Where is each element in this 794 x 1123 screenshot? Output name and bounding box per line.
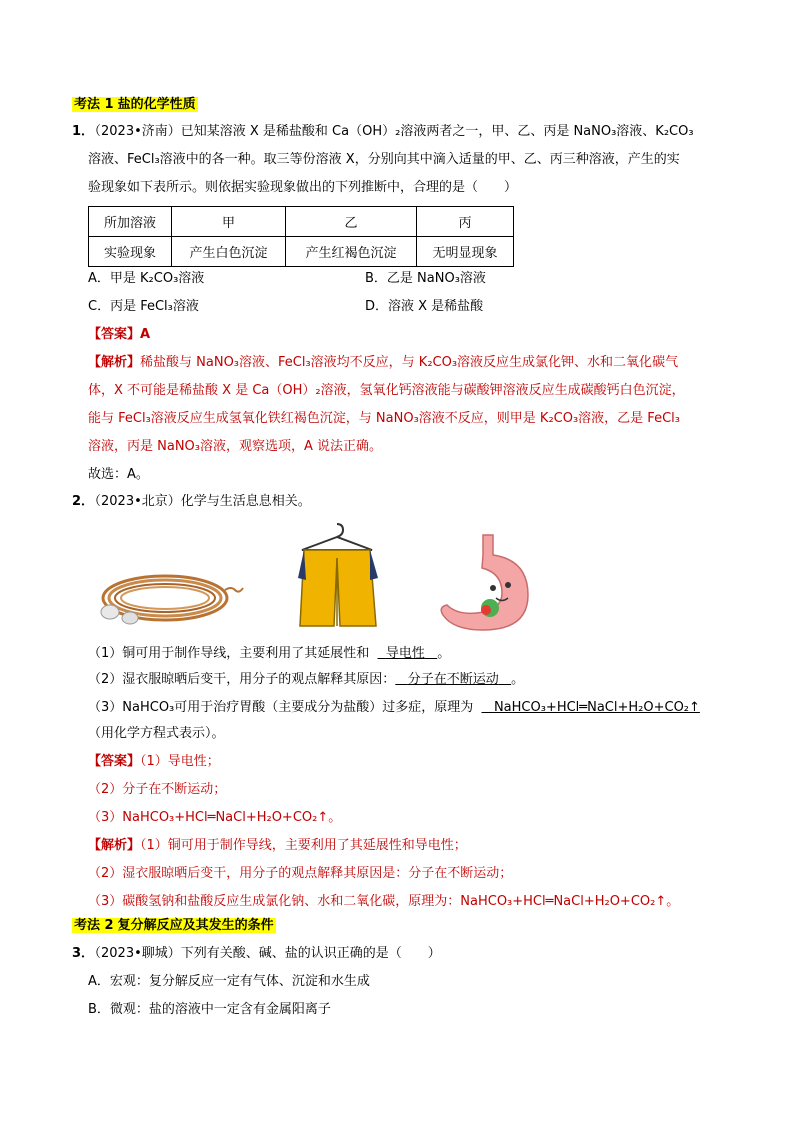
fill-blank-answer xyxy=(395,672,511,687)
table-cell: 产生白色沉淀 xyxy=(172,237,286,267)
sub-question-text: （3）NaHCO₃可用于治疗胃酸（主要成分为盐酸）过多症，原理为 xyxy=(88,700,474,715)
analysis-text: 体，X 不可能是稀盐酸 X 是 Ca（OH）₂溶液，氢氧化钙溶液能与碳酸钾溶液反应生成碳酸钙白色沉淀， xyxy=(88,383,685,398)
answer-line xyxy=(88,753,220,771)
section-header-2 xyxy=(72,917,276,935)
sub-question-text: （2）湿衣服晾晒后变干，用分子的观点解释其原因： xyxy=(88,672,396,687)
fill-blank-answer xyxy=(378,646,438,661)
option-b: B．乙是 NaNO₃溶液 xyxy=(365,271,486,286)
blank-text: 导电性 xyxy=(385,646,425,661)
fill-blank-answer xyxy=(482,700,700,715)
table-header-cell: 甲 xyxy=(172,207,286,237)
question-stem-line: 验现象如下表所示。则依据实验现象做出的下列推断中，合理的是（ ） xyxy=(88,180,518,195)
question-number: 2． xyxy=(72,494,95,509)
question-stem: （2023•北京）化学与生活息息相关。 xyxy=(88,494,311,509)
analysis-text: （3）碳酸氢钠和盐酸反应生成氯化钠、水和二氧化碳，原理为：NaHCO₃+HCl═NaCl+H₂O+CO₂↑。 xyxy=(88,894,680,909)
section-header-1 xyxy=(72,96,198,114)
option-a: A．宏观：复分解反应一定有气体、沉淀和水生成 xyxy=(88,974,370,989)
table-header-cell: 丙 xyxy=(417,207,514,237)
sub-question-3 xyxy=(88,699,700,717)
conclusion: 故选：A。 xyxy=(88,467,149,482)
option-a: A．甲是 K₂CO₃溶液 xyxy=(88,271,205,286)
question-stem-line: 溶液、FeCl₃溶液中的各一种。取三等份溶液 X，分别向其中滴入适量的甲、乙、丙三种溶液，产生的实 xyxy=(88,152,680,167)
table-header-cell: 所加溶液 xyxy=(89,207,172,237)
table-header-cell: 乙 xyxy=(286,207,417,237)
section-title: 复分解反应及其发生的条件 xyxy=(117,918,274,933)
answer-line xyxy=(88,326,150,344)
analysis-tag: 【解析】 xyxy=(88,355,141,370)
section-title: 盐的化学性质 xyxy=(117,97,196,112)
analysis-text: 溶液，丙是 NaNO₃溶液，观察选项，A 说法正确。 xyxy=(88,439,383,454)
answer-value: A xyxy=(140,327,151,342)
analysis-text: 能与 FeCl₃溶液反应生成氢氧化铁红褐色沉淀，与 NaNO₃溶液不反应，则甲是 K₂CO₃溶液，乙是 FeCl₃ xyxy=(88,411,680,426)
copper-wire-image xyxy=(90,560,250,630)
option-b: B．微观：盐的溶液中一定含有金属阳离子 xyxy=(88,1002,331,1017)
section-label: 考法 1 xyxy=(74,97,114,112)
answer-text: （1）导电性； xyxy=(140,754,220,769)
clothes-image xyxy=(292,518,382,633)
sub-question-2 xyxy=(88,671,524,689)
question-number: 3． xyxy=(72,946,95,961)
question-stem-line: （2023•济南）已知某溶液 X 是稀盐酸和 Ca（OH）₂溶液两者之一，甲、乙、丙是 NaNO₃溶液、K₂CO₃ xyxy=(88,124,694,139)
table-cell: 实验现象 xyxy=(89,237,172,267)
sub-question-1 xyxy=(88,645,450,663)
answer-tag: 【答案】 xyxy=(88,327,141,342)
experiment-table xyxy=(88,206,514,267)
sub-question-note: （用化学方程式表示）。 xyxy=(88,726,225,741)
option-c: C．丙是 FeCl₃溶液 xyxy=(88,299,199,314)
answer-text: （3）NaHCO₃+HCl═NaCl+H₂O+CO₂↑。 xyxy=(88,810,342,825)
stomach-image xyxy=(438,530,538,635)
blank-text: NaHCO₃+HCl═NaCl+H₂O+CO₂↑ xyxy=(493,700,700,715)
answer-text: （2）分子在不断运动； xyxy=(88,782,227,797)
analysis-tag: 【解析】 xyxy=(88,838,141,853)
section-label: 考法 2 xyxy=(74,918,114,933)
table-cell: 产生红褐色沉淀 xyxy=(286,237,417,267)
analysis-text: 稀盐酸与 NaNO₃溶液、FeCl₃溶液均不反应，与 K₂CO₃溶液反应生成氯化钾、水和二氧化碳气 xyxy=(140,355,679,370)
analysis-text: （1）铜可用于制作导线，主要利用了其延展性和导电性； xyxy=(140,838,467,853)
answer-tag: 【答案】 xyxy=(88,754,141,769)
blank-text: 分子在不断运动 xyxy=(407,672,499,687)
analysis-line xyxy=(88,837,467,855)
question-stem: （2023•聊城）下列有关酸、碱、盐的认识正确的是（ ） xyxy=(88,946,441,961)
analysis-line xyxy=(88,354,678,372)
sub-question-text: （1）铜可用于制作导线，主要利用了其延展性和 xyxy=(88,646,370,661)
table-cell: 无明显现象 xyxy=(417,237,514,267)
analysis-text: （2）湿衣服晾晒后变干，用分子的观点解释其原因是：分子在不断运动； xyxy=(88,866,513,881)
sub-question-end: 。 xyxy=(437,646,451,661)
question-number: 1． xyxy=(72,124,95,139)
sub-question-end: 。 xyxy=(511,672,525,687)
option-d: D．溶液 X 是稀盐酸 xyxy=(365,299,484,314)
